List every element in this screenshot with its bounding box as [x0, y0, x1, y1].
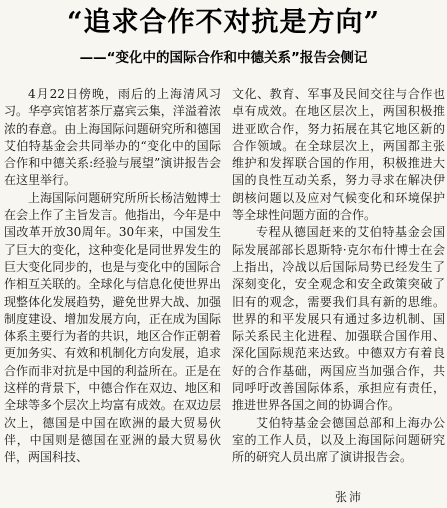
- byline: 张沛: [334, 490, 363, 504]
- headline: “追求合作不对抗是方向”: [66, 7, 381, 38]
- subheadline: ——“变化中的国际合作和中德关系”报告会侧记: [79, 50, 368, 66]
- paragraph: 4月22日傍晚，雨后的上海清风习习。华亭宾馆茗茶厅嘉宾云集，洋溢着浓浓的春意。由上海国际问题研究所和德国艾伯特基金会共同举办的“变化中的国际合作和中德关系:经验与展望”演讲报告会在这里举行。: [4, 87, 221, 188]
- paragraph: 文化、教育、军事及民间交往与合作也卓有成效。在地区层次上，两国积极推进亚欧合作，努力拓展在其它地区新的合作领域。在全球层次上，两国都主张维护和发挥联合国的作用，积极推进大国的良性互动关系，努力寻求在解决伊朗核问题以及应对气候变化和环境保护等全球性问题方面的合作。: [232, 87, 445, 223]
- article-column-right: [232, 86, 445, 506]
- paragraph: 艾伯特基金会德国总部和上海办公室的工作人员，以及上海国际问题研究所的研究人员出席了演讲报告会。: [232, 415, 445, 465]
- paragraph: 上海国际问题研究所所长杨洁勉博士在会上作了主旨发言。他指出，今年是中国改革开放30周年。30年来，中国发生了巨大的变化，这种变化是同世界发生的巨大变化同步的，也是与变化中的国际合作相互关联的。全球化与信息化使世界出现整体化发展趋势，避免世界大战、加强制度建设、增加发展方向，正在成为国际体系主要行为者的共识，地区合作正朝着更加务实、有效和机制化方向发展，追求合作而非对抗是中国的利益所在。正是在这样的背景下，中德合作在双边、地区和全球等多个层次上均富有成效。在双边层次上，德国是中国在欧洲的最大贸易伙伴，中国则是德国在亚洲的最大贸易伙伴，两国科技、: [4, 190, 221, 465]
- paragraph: 专程从德国赶来的艾伯特基金会国际发展部部长恩斯特·克尔布什博士在会上指出，冷战以后国际局势已经发生了深刻变化，安全观念和安全政策突破了旧有的观念，需要我们具有新的思维。世界的和平发展只有通过多边机制、国际关系民主化进程、加强联合国作用、深化国际规范来达致。中德双方有着良好的合作基础，两国应当加强合作，共同呼吁改善国际体系，承担应有责任，推进世界各国之间的协调合作。: [232, 225, 445, 413]
- article-column-left: [4, 86, 221, 506]
